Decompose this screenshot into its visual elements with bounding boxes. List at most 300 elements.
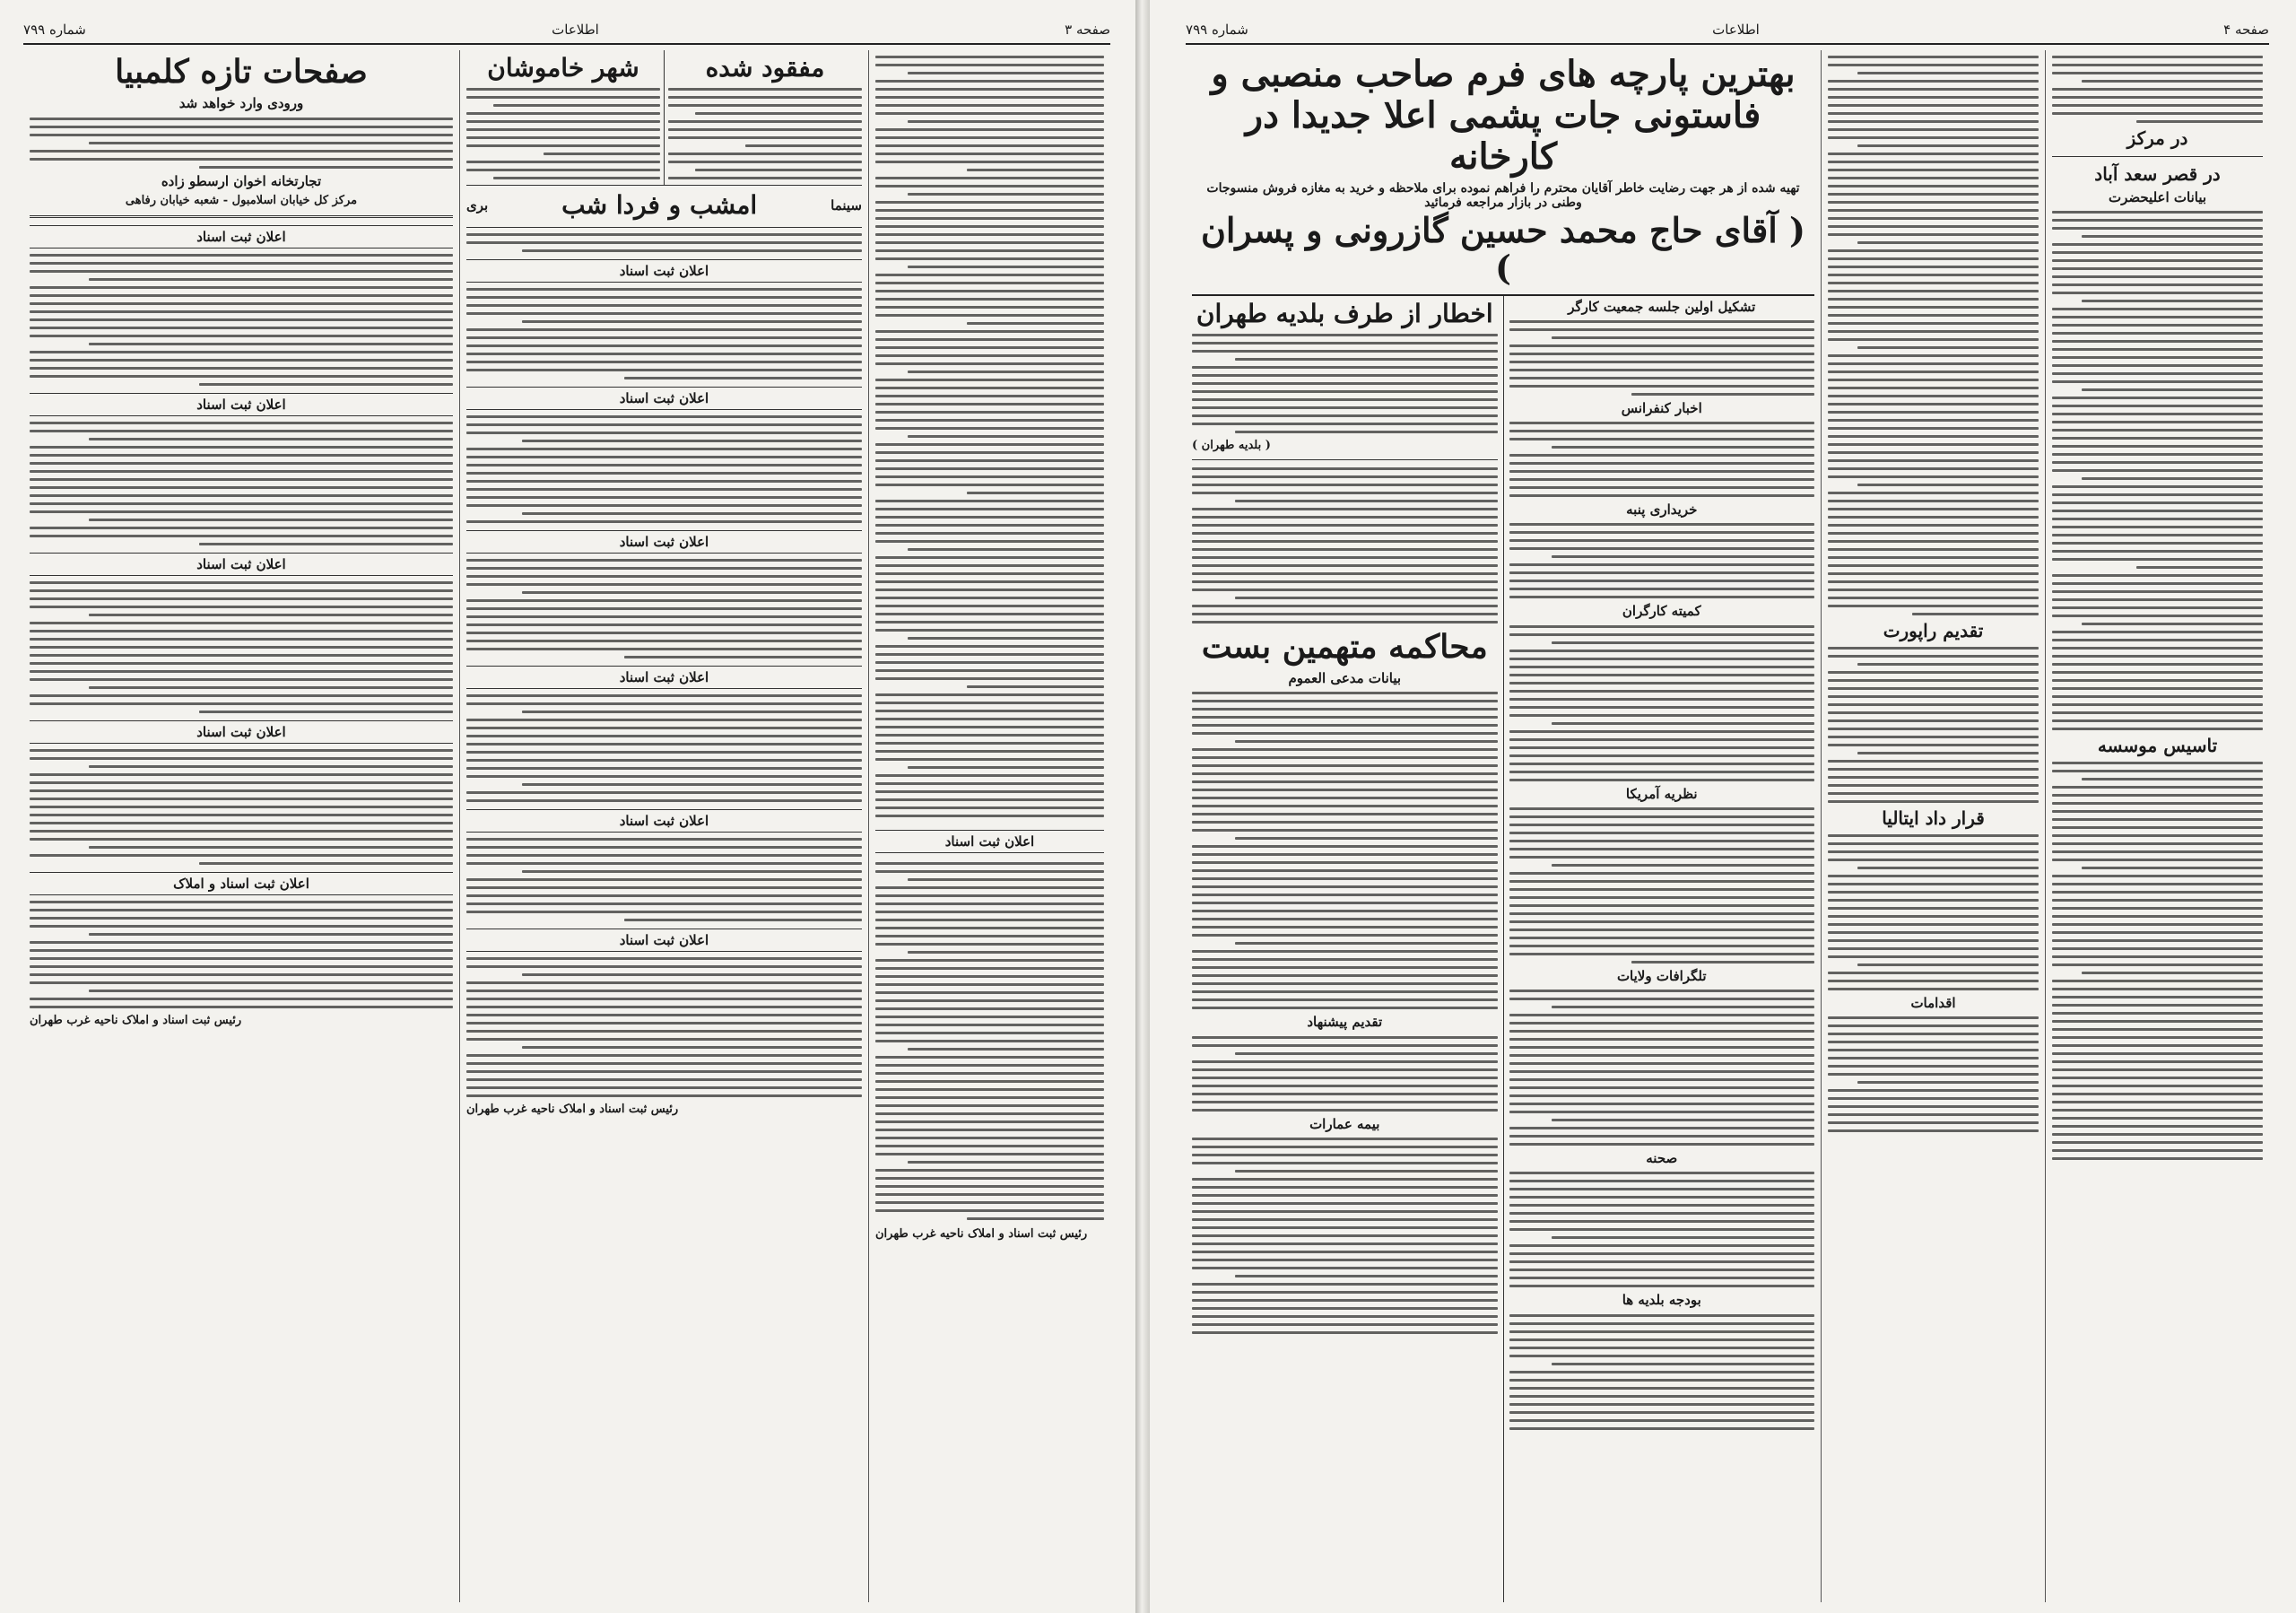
text-line — [466, 957, 862, 960]
text-line — [875, 500, 1104, 502]
text-line — [2052, 211, 2263, 214]
text-line — [1235, 1170, 1498, 1173]
text-line — [908, 1161, 1104, 1164]
text-line — [1828, 850, 2039, 853]
text-line — [875, 387, 1104, 389]
text-line — [1828, 687, 2039, 690]
text-line — [30, 789, 453, 792]
text-line — [875, 1153, 1104, 1155]
text-line — [875, 1096, 1104, 1099]
text-line — [2052, 850, 2263, 853]
text-line — [1552, 722, 1814, 725]
text-line — [875, 894, 1104, 897]
text-line — [1509, 1411, 1815, 1414]
text-line — [1192, 958, 1498, 961]
text-line — [1509, 462, 1815, 465]
left-page — [0, 0, 1135, 1613]
text-line — [1192, 334, 1498, 336]
text-line — [1509, 454, 1815, 457]
text-line — [908, 1048, 1104, 1051]
text-line — [2052, 96, 2263, 99]
text-line — [466, 894, 862, 897]
text-line — [1509, 674, 1815, 676]
text-line — [875, 459, 1104, 462]
text-line — [30, 118, 453, 120]
text-line — [1192, 724, 1498, 727]
text-line — [1509, 771, 1815, 773]
text-line — [1509, 1269, 1815, 1271]
text-line — [1192, 1202, 1498, 1205]
text-line — [2052, 501, 2263, 504]
text-line — [875, 427, 1104, 430]
text-line — [2052, 405, 2263, 407]
text-line — [1828, 1121, 2039, 1124]
text-line — [466, 296, 862, 299]
text-line — [1828, 371, 2039, 373]
text-line — [2052, 883, 2263, 885]
text-line — [1192, 869, 1498, 872]
text-line — [1509, 1228, 1815, 1231]
text-line — [2052, 1028, 2263, 1031]
text-line — [466, 615, 862, 618]
text-line — [875, 742, 1104, 745]
text-line — [1828, 249, 2039, 252]
text-line — [1509, 1355, 1815, 1357]
text-line — [1192, 621, 1498, 623]
text-line — [30, 806, 453, 808]
text-line — [1509, 824, 1815, 826]
article-subheadline: بیانات اعلیحضرت — [2108, 189, 2207, 205]
text-line — [466, 456, 862, 458]
text-line — [875, 185, 1104, 187]
text-line — [1192, 572, 1498, 575]
text-line — [1509, 807, 1815, 810]
text-line — [875, 1145, 1104, 1147]
text-line — [1192, 613, 1498, 615]
text-line — [1192, 1068, 1498, 1071]
text-line — [875, 225, 1104, 228]
text-line — [908, 766, 1104, 769]
text-line — [466, 838, 862, 841]
text-line — [1192, 1331, 1498, 1334]
text-line — [875, 1016, 1104, 1018]
text-line — [875, 136, 1104, 139]
text-line — [1828, 161, 2039, 163]
text-line — [875, 395, 1104, 397]
text-line — [1828, 1024, 2039, 1027]
text-line — [1509, 1338, 1815, 1341]
text-line — [199, 166, 453, 169]
columbia-ad-signature: تجارتخانه اخوان ارسطو زاده — [161, 172, 322, 189]
text-line — [1509, 1014, 1815, 1016]
text-line — [875, 975, 1104, 978]
article-headline: اخبار کنفرانس — [1621, 399, 1702, 416]
text-line — [2052, 915, 2263, 918]
text-line — [466, 136, 660, 139]
text-line — [875, 983, 1104, 986]
text-line — [875, 1185, 1104, 1188]
text-line — [1192, 1251, 1498, 1253]
text-line — [875, 282, 1104, 284]
text-line — [466, 423, 862, 426]
text-line — [1192, 1036, 1498, 1039]
text-line — [30, 654, 453, 657]
text-line — [1912, 613, 2039, 615]
text-line — [1192, 1085, 1498, 1087]
text-line — [875, 217, 1104, 220]
text-line — [1509, 840, 1815, 842]
text-line — [522, 320, 862, 323]
text-line — [1828, 56, 2039, 58]
text-line — [1192, 974, 1498, 977]
text-line — [1828, 736, 2039, 738]
text-line — [1509, 904, 1815, 907]
text-line — [908, 548, 1104, 551]
text-line — [668, 96, 862, 99]
text-line — [2052, 606, 2263, 609]
text-line — [2052, 421, 2263, 423]
text-line — [875, 919, 1104, 921]
text-line — [1509, 1180, 1815, 1182]
text-line — [1192, 894, 1498, 896]
notice-title: اعلان ثبت اسناد — [466, 666, 862, 689]
text-line — [1509, 848, 1815, 850]
article-headline: تشکیل اولین جلسه جمعیت کارگر — [1568, 298, 1756, 315]
text-line — [1192, 350, 1498, 353]
text-line — [1509, 920, 1815, 923]
article-subheadline: بیانات مدعی العموم — [1288, 670, 1402, 687]
text-line — [875, 524, 1104, 527]
text-line — [1828, 266, 2039, 268]
text-line — [30, 781, 453, 784]
text-line — [1828, 492, 2039, 494]
text-line — [522, 440, 862, 442]
text-line — [1509, 422, 1815, 424]
text-line — [1828, 589, 2039, 591]
text-line — [466, 862, 862, 865]
text-line — [1828, 875, 2039, 877]
notice-title: اعلان ثبت اسناد — [30, 393, 453, 416]
text-line — [1857, 663, 2039, 666]
text-line — [875, 1112, 1104, 1115]
text-line — [466, 361, 862, 363]
text-line — [875, 1201, 1104, 1204]
text-line — [1509, 478, 1815, 481]
text-line — [1552, 1363, 1814, 1365]
left-col-3 — [868, 50, 1110, 1602]
text-line — [1828, 451, 2039, 454]
text-line — [2082, 235, 2263, 238]
text-line — [1192, 1307, 1498, 1310]
text-line — [466, 846, 862, 849]
article-headline: قرار داد ایتالیا — [1882, 807, 1985, 829]
text-line — [2052, 875, 2263, 877]
text-line — [1509, 1038, 1815, 1041]
text-line — [466, 1014, 862, 1016]
text-line — [1509, 1419, 1815, 1422]
text-line — [466, 911, 862, 913]
text-line — [1828, 524, 2039, 527]
text-line — [1828, 1033, 2039, 1035]
text-line — [1192, 772, 1498, 775]
text-line — [522, 249, 862, 252]
text-line — [1509, 320, 1815, 323]
text-line — [875, 475, 1104, 478]
text-line — [30, 1006, 453, 1008]
text-line — [1828, 322, 2039, 325]
text-line — [908, 951, 1104, 954]
text-line — [1828, 1105, 2039, 1108]
text-line — [875, 564, 1104, 567]
cinema-header — [466, 186, 862, 228]
text-line — [1828, 443, 2039, 446]
notice-signature: رئیس ثبت اسناد و املاک ناحیه غرب طهران — [875, 1227, 1088, 1241]
text-line — [1509, 377, 1815, 379]
top-ads-row — [466, 50, 862, 186]
text-line — [1828, 1057, 2039, 1059]
text-line — [30, 126, 453, 128]
text-line — [2052, 283, 2263, 286]
text-line — [466, 559, 862, 562]
text-line — [1509, 344, 1815, 347]
text-line — [1828, 556, 2039, 559]
text-line — [875, 346, 1104, 349]
newspaper-name: اطلاعات — [552, 22, 599, 38]
text-line — [2052, 988, 2263, 990]
text-line — [466, 1006, 862, 1008]
text-line — [967, 169, 1104, 171]
text-line — [466, 328, 862, 331]
text-line — [466, 161, 660, 163]
text-line — [1509, 1188, 1815, 1190]
text-line — [1828, 1016, 2039, 1019]
text-line — [875, 967, 1104, 970]
text-line — [1552, 336, 1814, 339]
text-line — [875, 629, 1104, 632]
text-line — [30, 318, 453, 321]
text-line — [875, 758, 1104, 761]
text-line — [466, 120, 660, 123]
text-line — [2052, 582, 2263, 585]
text-line — [1509, 1260, 1815, 1263]
text-line — [908, 193, 1104, 196]
notice-signature: رئیس ثبت اسناد و املاک ناحیه غرب طهران — [466, 1103, 679, 1117]
text-line — [1509, 1220, 1815, 1223]
text-line — [1192, 910, 1498, 912]
text-line — [466, 353, 862, 355]
text-line — [1192, 708, 1498, 711]
text-line — [1509, 523, 1815, 526]
text-line — [2052, 461, 2263, 464]
text-line — [1828, 597, 2039, 599]
text-line — [1509, 832, 1815, 834]
text-line — [30, 494, 453, 497]
text-line — [875, 669, 1104, 672]
news-subcolumn-left — [1192, 296, 1503, 1602]
text-line — [2052, 802, 2263, 805]
text-line — [1828, 744, 2039, 746]
text-line — [1509, 1127, 1815, 1129]
text-line — [2052, 558, 2263, 561]
text-line — [1192, 902, 1498, 904]
text-line — [1509, 1244, 1815, 1247]
text-line — [2052, 1085, 2263, 1087]
text-line — [2052, 112, 2263, 115]
text-line — [2082, 80, 2263, 83]
text-line — [908, 371, 1104, 373]
text-line — [2052, 891, 2263, 894]
text-line — [1509, 888, 1815, 891]
text-line — [1828, 411, 2039, 414]
text-line — [875, 419, 1104, 422]
text-line — [466, 791, 862, 794]
text-line — [875, 1120, 1104, 1123]
text-line — [466, 464, 862, 466]
text-line — [875, 274, 1104, 276]
text-line — [466, 520, 862, 523]
text-line — [1509, 1204, 1815, 1207]
text-line — [466, 472, 862, 475]
notice-body — [875, 857, 1104, 1225]
text-line — [1509, 990, 1815, 992]
text-line — [1857, 346, 2039, 349]
text-line — [2052, 1133, 2263, 1136]
text-line — [1828, 185, 2039, 187]
article-headline: محاکمه متهمین بست — [1201, 627, 1488, 666]
text-line — [466, 623, 862, 626]
text-line — [1828, 354, 2039, 357]
text-line — [1192, 789, 1498, 791]
text-line — [2052, 437, 2263, 440]
text-line — [2052, 550, 2263, 553]
text-line — [466, 1094, 862, 1097]
text-line — [2052, 996, 2263, 998]
text-line — [1509, 1103, 1815, 1105]
text-line — [1828, 403, 2039, 405]
text-line — [1509, 1030, 1815, 1033]
text-line — [466, 128, 660, 131]
text-line — [1192, 813, 1498, 815]
text-line — [2052, 308, 2263, 310]
text-line — [2082, 477, 2263, 480]
text-line — [466, 998, 862, 1000]
text-line — [1192, 398, 1498, 401]
text-line — [1828, 1129, 2039, 1132]
text-line — [1192, 1178, 1498, 1181]
text-line — [466, 96, 660, 99]
text-line — [466, 632, 862, 634]
text-line — [1192, 1323, 1498, 1326]
text-line — [1509, 666, 1815, 668]
text-line — [875, 362, 1104, 365]
text-line — [875, 233, 1104, 236]
text-line — [30, 262, 453, 265]
text-line — [2052, 907, 2263, 910]
notice-title: اعلان ثبت اسناد — [466, 259, 862, 283]
text-line — [1509, 856, 1815, 859]
text-line — [668, 153, 862, 155]
text-line — [30, 422, 453, 424]
text-line — [1192, 1146, 1498, 1148]
text-line — [1828, 290, 2039, 292]
text-line — [1509, 1330, 1815, 1333]
text-line — [1192, 1154, 1498, 1156]
text-line — [2052, 647, 2263, 650]
text-line — [875, 806, 1104, 809]
text-line — [875, 153, 1104, 155]
text-line — [1828, 760, 2039, 763]
article-headline: تلگرافات ولایات — [1616, 967, 1707, 984]
text-line — [2052, 655, 2263, 658]
text-line — [1509, 1314, 1815, 1317]
text-line — [30, 941, 453, 944]
text-line — [2082, 867, 2263, 869]
text-line — [30, 917, 453, 920]
text-line — [2052, 510, 2263, 512]
notice-title: اعلان ثبت اسناد — [466, 809, 862, 833]
columbia-ad-subtitle: ورودی وارد خواهد شد — [178, 95, 304, 112]
text-line — [2052, 842, 2263, 845]
text-line — [1192, 1210, 1498, 1213]
text-line — [908, 120, 1104, 123]
text-line — [30, 535, 453, 537]
news-subcolumns — [1192, 296, 1814, 1602]
text-line — [1192, 366, 1498, 369]
text-line — [2052, 590, 2263, 593]
text-line — [1857, 867, 2039, 869]
text-line — [466, 648, 862, 650]
text-line — [2052, 1004, 2263, 1007]
text-line — [1192, 1044, 1498, 1047]
text-line — [30, 359, 453, 362]
text-line — [1192, 532, 1498, 535]
text-line — [875, 306, 1104, 309]
text-line — [875, 330, 1104, 333]
text-line — [30, 822, 453, 824]
text-line — [1192, 990, 1498, 993]
text-line — [466, 775, 862, 778]
text-line — [875, 1056, 1104, 1059]
text-line — [30, 270, 453, 273]
text-line — [668, 128, 862, 131]
text-line — [875, 1169, 1104, 1172]
text-line — [1509, 1172, 1815, 1174]
text-line — [875, 572, 1104, 575]
text-line — [1552, 555, 1814, 558]
text-line — [875, 298, 1104, 301]
text-line — [30, 606, 453, 608]
text-line — [1828, 1073, 2039, 1076]
text-line — [1192, 484, 1498, 486]
text-line — [2052, 88, 2263, 91]
text-line — [1828, 217, 2039, 220]
notice-title: اعلان ثبت اسناد و املاک — [30, 872, 453, 895]
text-line — [1509, 486, 1815, 489]
text-line — [30, 830, 453, 833]
text-line — [199, 862, 453, 865]
columbia-ad-headline: صفحات تازه کلمبیا — [115, 53, 368, 91]
text-line — [875, 1129, 1104, 1131]
notice-title: اعلان ثبت اسناد — [466, 387, 862, 410]
text-line — [1509, 1070, 1815, 1073]
text-line — [875, 943, 1104, 946]
text-line — [466, 854, 862, 857]
text-line — [1192, 382, 1498, 385]
text-line — [89, 686, 453, 689]
text-line — [1828, 120, 2039, 123]
text-line — [30, 925, 453, 928]
text-line — [2052, 348, 2263, 351]
